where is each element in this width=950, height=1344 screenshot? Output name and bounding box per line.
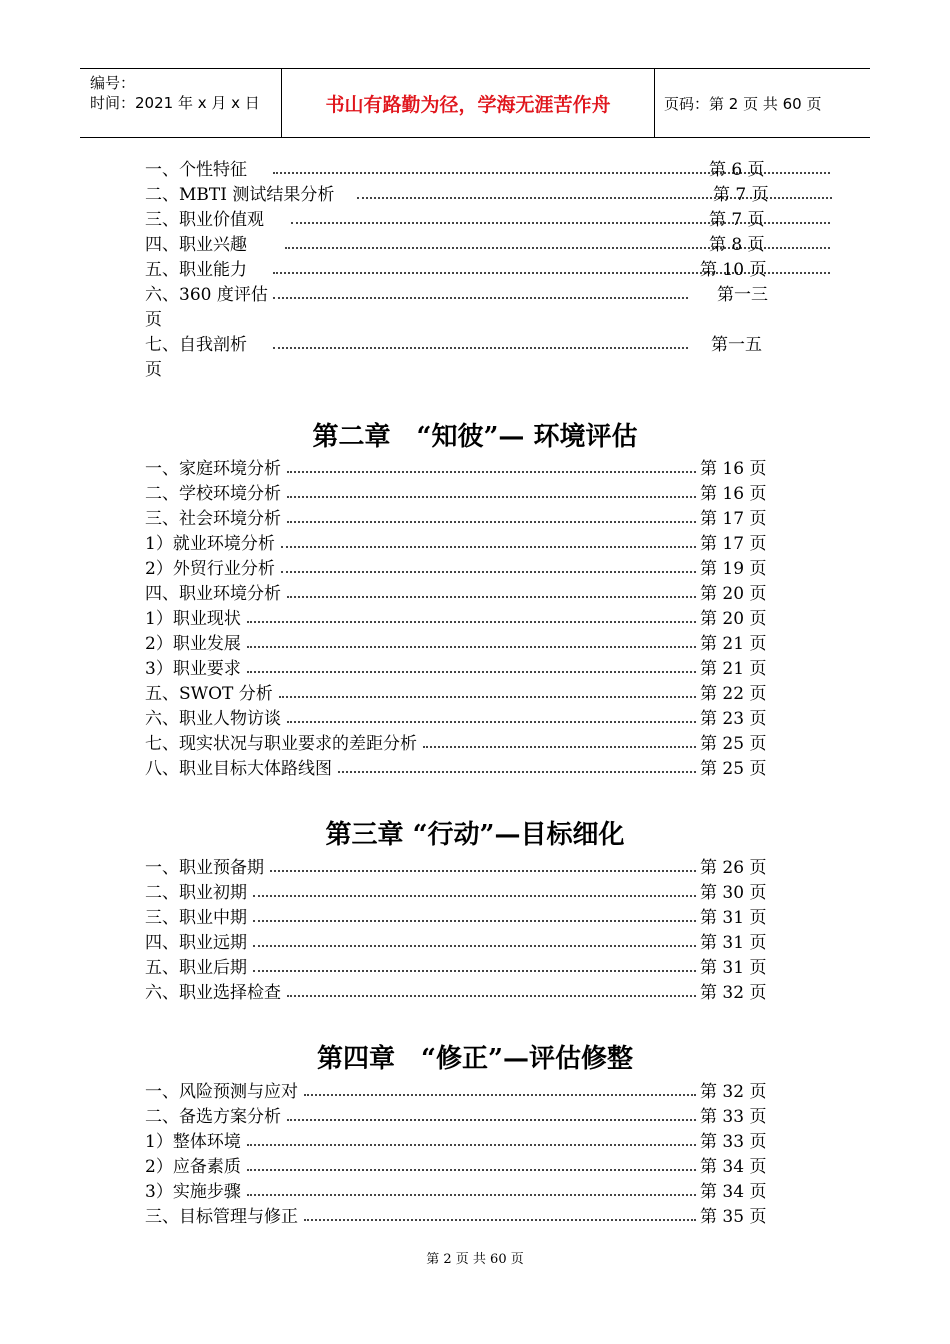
toc-entry [145, 1205, 775, 1230]
leader-dots [287, 721, 696, 723]
toc-entry [145, 707, 775, 732]
toc-entry-page: 第 16 页 [700, 459, 767, 479]
page-footer: 第 2 页 共 60 页 [426, 1252, 524, 1267]
toc-entry-label: 1）整体环境 [145, 1132, 241, 1152]
toc-entry-label: 一、个性特征 [145, 160, 247, 180]
toc-entry-page: 第 16 页 [700, 484, 767, 504]
toc-entry-page: 第 30 页 [700, 883, 767, 903]
number-label: 编号： [90, 74, 136, 92]
toc-entry [145, 1180, 775, 1205]
toc-entry-label: 三、社会环境分析 [145, 509, 281, 529]
toc-entry-label: 八、职业目标大体路线图 [145, 759, 332, 779]
toc-entry-label: 七、自我剖析 [145, 335, 247, 355]
toc-entry [145, 657, 775, 682]
toc-entry-label: 六、职业选择检查 [145, 983, 281, 1003]
toc-entry-page: 第 8 页 [709, 235, 765, 255]
toc-entry-label: 三、职业价值观 [145, 210, 264, 230]
toc-entry-label: 1）就业环境分析 [145, 534, 275, 554]
leader-dots [270, 870, 696, 872]
toc-entry-label: 六、职业人物访谈 [145, 709, 281, 729]
leader-dots [304, 1219, 696, 1221]
toc-entry [145, 233, 775, 258]
toc-entry-page: 第 10 页 [700, 260, 767, 280]
toc-entry-label: 二、备选方案分析 [145, 1107, 281, 1127]
leader-dots [253, 945, 696, 947]
toc-entry [145, 956, 775, 981]
time-label: 时间：2021 年 x 月 x 日 [90, 94, 260, 112]
toc-entry [145, 1105, 775, 1130]
toc-entry [145, 482, 775, 507]
leader-dots [253, 970, 696, 972]
toc-entry-label: 五、职业能力 [145, 260, 247, 280]
toc-entry [145, 682, 775, 707]
toc-entry [145, 732, 775, 757]
toc-entry-page: 第 21 页 [700, 634, 767, 654]
toc-entry-label: 二、学校环境分析 [145, 484, 281, 504]
leader-dots [281, 546, 696, 548]
toc-entry-label: 三、目标管理与修正 [145, 1207, 298, 1227]
toc-entry-label: 3）职业要求 [145, 659, 241, 679]
toc-entry-label: 一、职业预备期 [145, 858, 264, 878]
toc-entry-page: 第 26 页 [700, 858, 767, 878]
toc-entry-label: 2）外贸行业分析 [145, 559, 275, 579]
toc-entry [145, 856, 775, 881]
leader-dots [423, 746, 696, 748]
leader-dots [273, 297, 688, 299]
toc-entry-page: 第 34 页 [700, 1182, 767, 1202]
toc-entry [145, 1080, 775, 1105]
leader-dots [287, 596, 696, 598]
toc-entry-page: 第 33 页 [700, 1132, 767, 1152]
toc-entry-label: 3）实施步骤 [145, 1182, 241, 1202]
toc-entry-label: 七、现实状况与职业要求的差距分析 [145, 734, 417, 754]
leader-dots [253, 920, 696, 922]
leader-dots [287, 1119, 696, 1121]
toc-entry [145, 1155, 775, 1180]
toc-entry [145, 532, 775, 557]
toc-entry-page: 第 32 页 [700, 983, 767, 1003]
toc-entry-page: 第 20 页 [700, 609, 767, 629]
toc-entry [145, 283, 775, 308]
toc-entry-page: 第 23 页 [700, 709, 767, 729]
leader-dots [273, 347, 688, 349]
toc-entry-page: 第 17 页 [700, 534, 767, 554]
toc-entry-label: 2）职业发展 [145, 634, 241, 654]
leader-dots [247, 1169, 696, 1171]
toc-entry [145, 1130, 775, 1155]
toc-entry-page: 第 19 页 [700, 559, 767, 579]
leader-dots [287, 471, 696, 473]
toc-entry [145, 931, 775, 956]
leader-dots [253, 895, 696, 897]
toc-entry-label: 四、职业兴趣 [145, 235, 247, 255]
leader-dots [247, 621, 696, 623]
toc-entry [145, 258, 775, 283]
page-header [80, 68, 870, 138]
toc-entry-page: 第 20 页 [700, 584, 767, 604]
chapter-4-title: 第四章 “修正”—评估修整 [317, 1044, 633, 1074]
toc-entry-page-tail: 页 [145, 310, 162, 330]
toc-entry [145, 457, 775, 482]
toc-entry [145, 881, 775, 906]
toc-entry [145, 158, 775, 183]
leader-dots [287, 521, 696, 523]
toc-entry-label: 四、职业环境分析 [145, 584, 281, 604]
leader-dots [247, 646, 696, 648]
toc-entry-page: 第 25 页 [700, 759, 767, 779]
toc-entry-page: 第 6 页 [709, 160, 765, 180]
toc-entry-page: 第 35 页 [700, 1207, 767, 1227]
toc-entry-label: 二、职业初期 [145, 883, 247, 903]
toc-entry-page: 第 32 页 [700, 1082, 767, 1102]
toc-entry [145, 208, 775, 233]
toc-entry-page: 第 31 页 [700, 908, 767, 928]
toc-entry [145, 906, 775, 931]
toc-entry-page: 第 7 页 [713, 185, 769, 205]
toc-entry-label: 六、360 度评估 [145, 285, 268, 305]
header-motto: 书山有路勤为径，学海无涯苦作舟 [281, 69, 655, 137]
toc-entry-page: 第 22 页 [700, 684, 767, 704]
toc-entry-label: 2）应备素质 [145, 1157, 241, 1177]
toc-entry-label: 一、家庭环境分析 [145, 459, 281, 479]
toc-entry [145, 632, 775, 657]
toc-entry [145, 507, 775, 532]
toc-entry-page: 第 31 页 [700, 933, 767, 953]
toc-entry-label: 一、风险预测与应对 [145, 1082, 298, 1102]
toc-entry-label: 1）职业现状 [145, 609, 241, 629]
toc-entry-page: 第 33 页 [700, 1107, 767, 1127]
toc-entry-page: 第 31 页 [700, 958, 767, 978]
chapter-2-title: 第二章 “知彼”— 环境评估 [312, 422, 638, 452]
toc-entry-page: 第一五 [711, 335, 762, 355]
leader-dots [304, 1094, 696, 1096]
leader-dots [247, 671, 696, 673]
toc-entry-label: 二、MBTI 测试结果分析 [145, 185, 335, 205]
toc-entry [145, 981, 775, 1006]
toc-entry [145, 607, 775, 632]
leader-dots [281, 571, 696, 573]
toc-entry-page: 第 25 页 [700, 734, 767, 754]
toc-entry-page: 第 17 页 [700, 509, 767, 529]
leader-dots [287, 496, 696, 498]
leader-dots [287, 995, 696, 997]
toc-entry [145, 183, 775, 208]
toc-entry-page: 第 21 页 [700, 659, 767, 679]
chapter-3-title: 第三章 “行动”—目标细化 [325, 820, 625, 850]
toc-entry-label: 四、职业远期 [145, 933, 247, 953]
header-page-info: 页码：第 2 页 共 60 页 [664, 94, 822, 113]
toc-entry-page: 第 34 页 [700, 1157, 767, 1177]
toc-entry [145, 757, 775, 782]
toc-entry [145, 557, 775, 582]
leader-dots [247, 1144, 696, 1146]
toc-entry-label: 五、职业后期 [145, 958, 247, 978]
toc-entry-label: 三、职业中期 [145, 908, 247, 928]
toc-entry-page: 第一三 [717, 285, 768, 305]
toc-entry [145, 333, 775, 358]
leader-dots [279, 696, 696, 698]
toc-entry-label: 五、SWOT 分析 [145, 684, 273, 704]
toc-entry-page-tail: 页 [145, 360, 162, 380]
toc-entry-page: 第 7 页 [709, 210, 765, 230]
leader-dots [338, 771, 696, 773]
header-meta [80, 69, 280, 137]
toc-entry [145, 582, 775, 607]
leader-dots [247, 1194, 696, 1196]
